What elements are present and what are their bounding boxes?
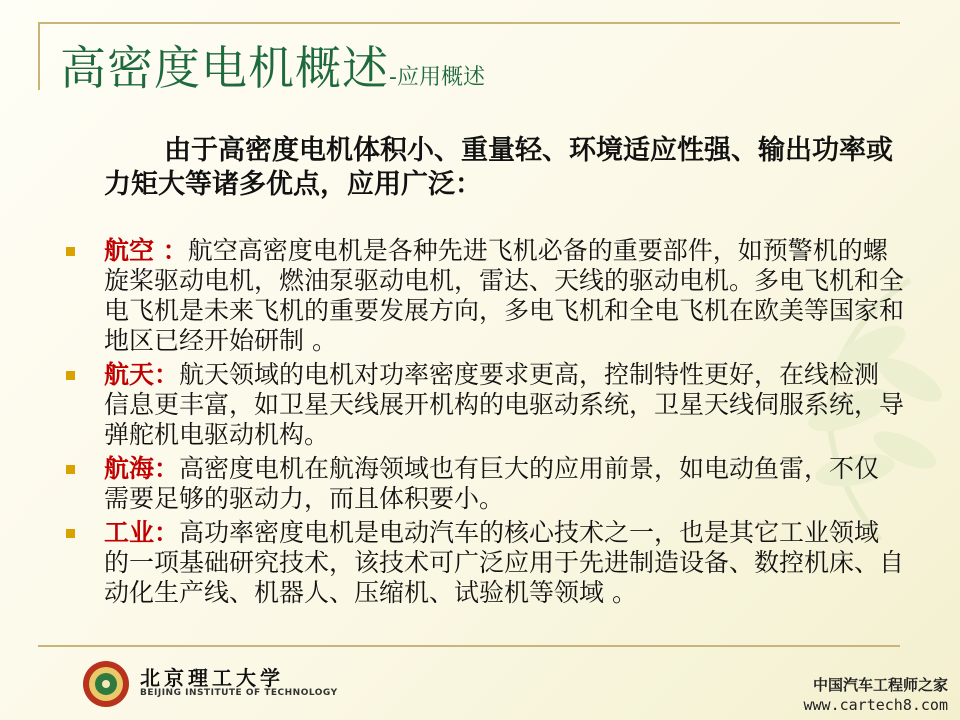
square-bullet-icon — [66, 247, 75, 256]
footer-divider — [38, 645, 900, 647]
left-divider — [38, 22, 40, 90]
bullet-text: 航天领域的电机对功率密度要求更高，控制特性更好，在线检测信息更丰富，如卫星天线展开机构的电驱动系统，卫星天线伺服系统，导弹舵机电驱动机构。 — [104, 360, 905, 449]
top-divider — [38, 22, 900, 24]
bullet-item-marine — [64, 454, 904, 514]
bullet-text: 航空高密度电机是各种先进飞机必备的重要部件，如预警机的螺旋桨驱动电机，燃油泵驱动电机，雷达、天线的驱动电机。多电飞机和全电飞机是未来飞机的重要发展方向，多电飞机和全电飞机在欧美等国家和地区已经开始研制 。 — [104, 236, 905, 355]
bullet-text: 高密度电机在航海领域也有巨大的应用前景，如电动鱼雷，不仅需要足够的驱动力，而且体积要小。 — [104, 454, 880, 513]
bullet-term: 航空 ： — [104, 236, 188, 265]
bullet-item-aerospace — [64, 360, 904, 450]
bullet-term: 航海： — [104, 454, 180, 483]
bullet-text: 高功率密度电机是电动汽车的核心技术之一，也是其它工业领域的一项基础研究技术，该技术可广泛应用于先进制造设备、数控机床、自动化生产线、机器人、压缩机、试验机等领域 。 — [104, 518, 905, 607]
university-logo-icon — [82, 660, 130, 708]
watermark-site-name: 中国汽车工程师之家 — [812, 676, 948, 694]
square-bullet-icon — [66, 465, 75, 474]
intro-paragraph: 由于高密度电机体积小、重量轻、环境适应性强、输出功率或力矩大等诸多优点，应用广泛： — [104, 135, 893, 200]
bullet-term: 工业： — [104, 518, 180, 547]
page-subtitle: -应用概述 — [389, 65, 485, 90]
bullet-term: 航天： — [104, 360, 180, 389]
watermark-url: www.cartech8.com — [803, 696, 948, 714]
page-title: 高密度电机概述 — [60, 41, 389, 95]
bullet-item-aviation — [64, 236, 904, 356]
title-block — [60, 32, 485, 98]
bullet-item-industry — [64, 518, 904, 608]
university-name-cn: 北京理工大学 — [140, 666, 284, 690]
square-bullet-icon — [66, 529, 75, 538]
bullet-list — [64, 236, 904, 612]
university-name-en: BEIJING INSTITUTE OF TECHNOLOGY — [140, 688, 338, 698]
square-bullet-icon — [66, 371, 75, 380]
